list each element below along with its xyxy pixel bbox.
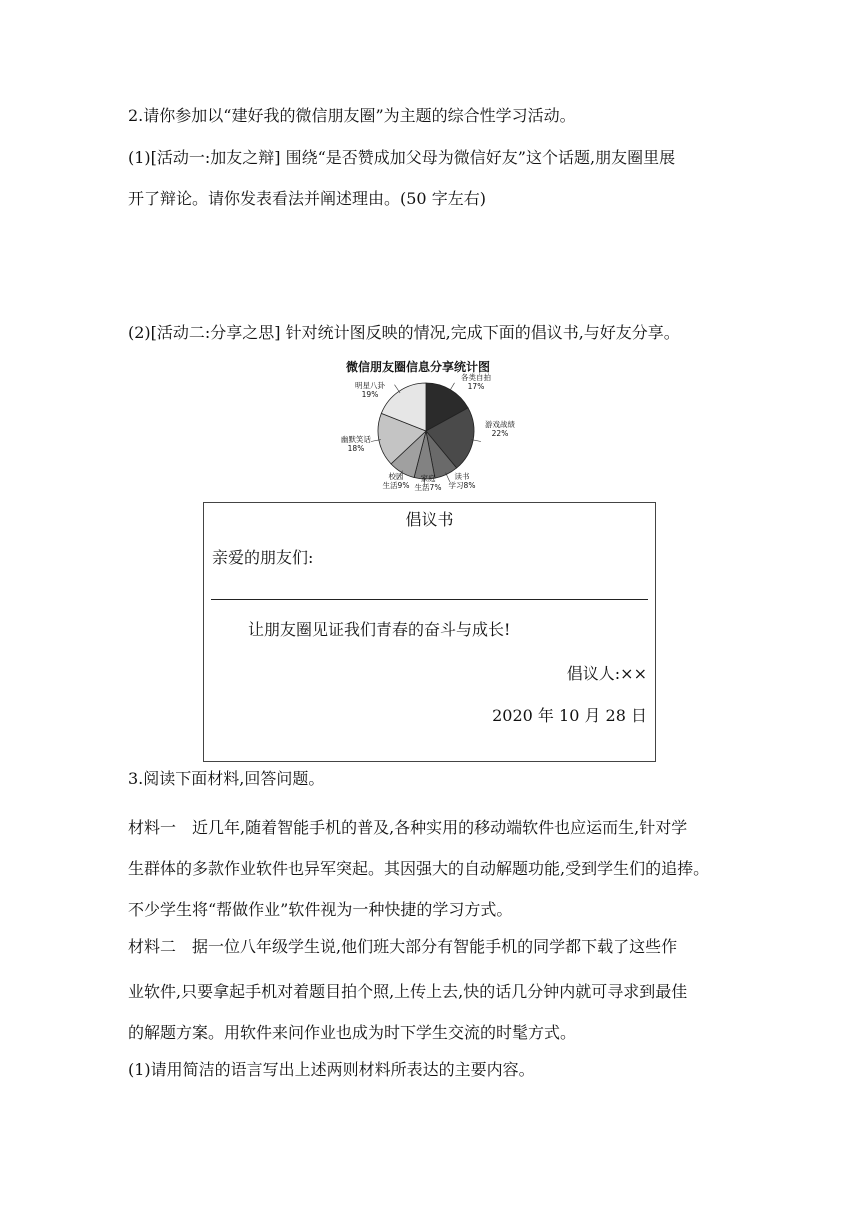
pie-label: 校园 — [388, 472, 404, 481]
pie-value-label: 19% — [361, 390, 379, 399]
letter-title: 倡议书 — [405, 510, 454, 529]
pie-value-label: 学习8% — [448, 481, 476, 490]
pie-value-label: 18% — [347, 444, 365, 453]
q3-material2-line1: 材料二 据一位八年级学生说,他们班大部分有智能手机的同学都下载了这些作 — [128, 937, 678, 956]
pie-chart — [300, 370, 540, 500]
q3-intro: 3.阅读下面材料,回答问题。 — [128, 769, 325, 788]
letter-signer: 倡议人:×× — [566, 664, 647, 683]
letter-date: 2020 年 10 月 28 日 — [492, 706, 647, 725]
q2-intro: 2.请你参加以“建好我的微信朋友圈”为主题的综合性学习活动。 — [128, 106, 576, 125]
pie-label: 家庭 — [420, 474, 436, 483]
pie-value-label: 生活9% — [382, 481, 410, 490]
pie-label: 明星八卦 — [355, 381, 385, 390]
q3-material1-line3: 不少学生将“帮做作业”软件视为一种快捷的学习方式。 — [128, 900, 513, 919]
pie-leader-line — [395, 385, 401, 393]
q2-part1-line2: 开了辩论。请你发表看法并阐述理由。(50 字左右) — [128, 189, 486, 208]
pie-leader-line — [449, 383, 454, 392]
q3-material2-line2: 业软件,只要拿起手机对着题目拍个照,上传上去,快的话几分钟内就可寻求到最佳 — [128, 982, 688, 1001]
pie-value-label: 22% — [491, 429, 509, 438]
q3-material1-line1: 材料一 近几年,随着智能手机的普及,各种实用的移动端软件也应运而生,针对学 — [128, 818, 688, 837]
pie-label: 幽默笑话 — [341, 435, 371, 444]
letter-answer-line[interactable] — [211, 599, 648, 600]
q3-material1-line2: 生群体的多款作业软件也异军突起。其因强大的自动解题功能,受到学生们的追捧。 — [128, 859, 710, 878]
q2-part1-line1: (1)[活动一:加友之辩] 围绕“是否赞成加父母为微信好友”这个话题,朋友圈里展 — [128, 148, 676, 167]
pie-value-label: 生活7% — [414, 483, 442, 492]
q3-sub1: (1)请用简洁的语言写出上述两则材料所表达的主要内容。 — [128, 1060, 535, 1079]
pie-label: 读书 — [454, 472, 470, 481]
q2-part2: (2)[活动二:分享之思] 针对统计图反映的情况,完成下面的倡议书,与好友分享。 — [128, 323, 680, 342]
chart-title: 微信朋友圈信息分享统计图 — [346, 360, 491, 374]
letter-slogan: 让朋友圈见证我们青春的奋斗与成长! — [248, 620, 511, 639]
proposal-letter — [203, 502, 656, 762]
pie-label: 各类自拍 — [461, 373, 491, 382]
pie-label: 游戏战绩 — [485, 420, 515, 429]
q3-material2-line3: 的解题方案。用软件来问作业也成为时下学生交流的时髦方式。 — [128, 1023, 577, 1042]
letter-greeting: 亲爱的朋友们: — [212, 548, 314, 567]
pie-value-label: 17% — [467, 382, 485, 391]
